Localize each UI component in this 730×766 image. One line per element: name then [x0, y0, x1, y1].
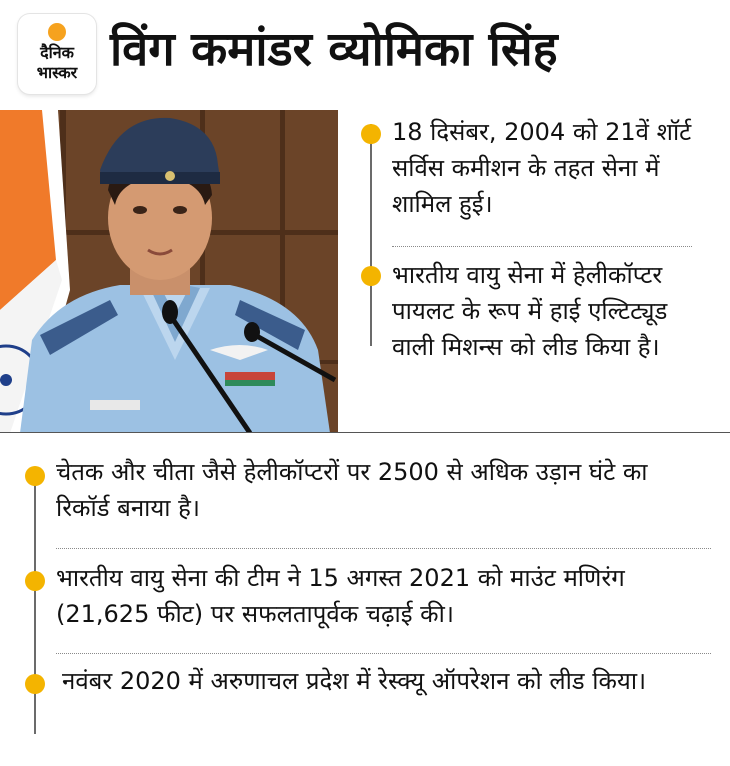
bullet-icon	[25, 571, 45, 591]
timeline-line	[34, 472, 36, 734]
divider	[392, 246, 692, 247]
divider	[56, 548, 711, 549]
brand-line1: दैनिक	[40, 43, 74, 62]
side-point-2: भारतीय वायु सेना में हेलीकॉप्टर पायलट के रूप में हाई एल्टिट्यूड वाली मिशन्स को लीड किया है।	[392, 261, 668, 361]
sun-icon	[48, 23, 66, 41]
point-1: चेतक और चीता जैसे हेलीकॉप्टरों पर 2500 से अधिक उड़ान घंटे का रिकॉर्ड बनाया है।	[56, 458, 648, 522]
divider	[56, 653, 711, 654]
officer-photo	[0, 110, 338, 433]
point-3: नवंबर 2020 में अरुणाचल प्रदेश में रेस्क्यू ऑपरेशन को लीड किया।	[62, 667, 647, 695]
point-2: भारतीय वायु सेना की टीम ने 15 अगस्त 2021 को माउंट मणिरंग (21,625 फीट) पर सफलतापूर्वक चढ़ाई की।	[56, 564, 625, 628]
side-points	[350, 110, 730, 432]
side-point-1: 18 दिसंबर, 2004 को 21वें शॉर्ट सर्विस कमीशन के तहत सेना में शामिल हुई।	[392, 118, 692, 218]
bullet-icon	[361, 266, 381, 286]
timeline-line	[370, 124, 372, 346]
brand-line2: भास्कर	[36, 63, 78, 82]
page-title: विंग कमांडर व्योमिका सिंह	[110, 22, 558, 77]
bullet-icon	[25, 674, 45, 694]
brand-logo	[18, 14, 96, 94]
bullet-icon	[361, 124, 381, 144]
section-divider	[0, 432, 730, 433]
officer-photo-illustration	[0, 110, 338, 433]
header	[0, 0, 730, 108]
bullet-icon	[25, 466, 45, 486]
